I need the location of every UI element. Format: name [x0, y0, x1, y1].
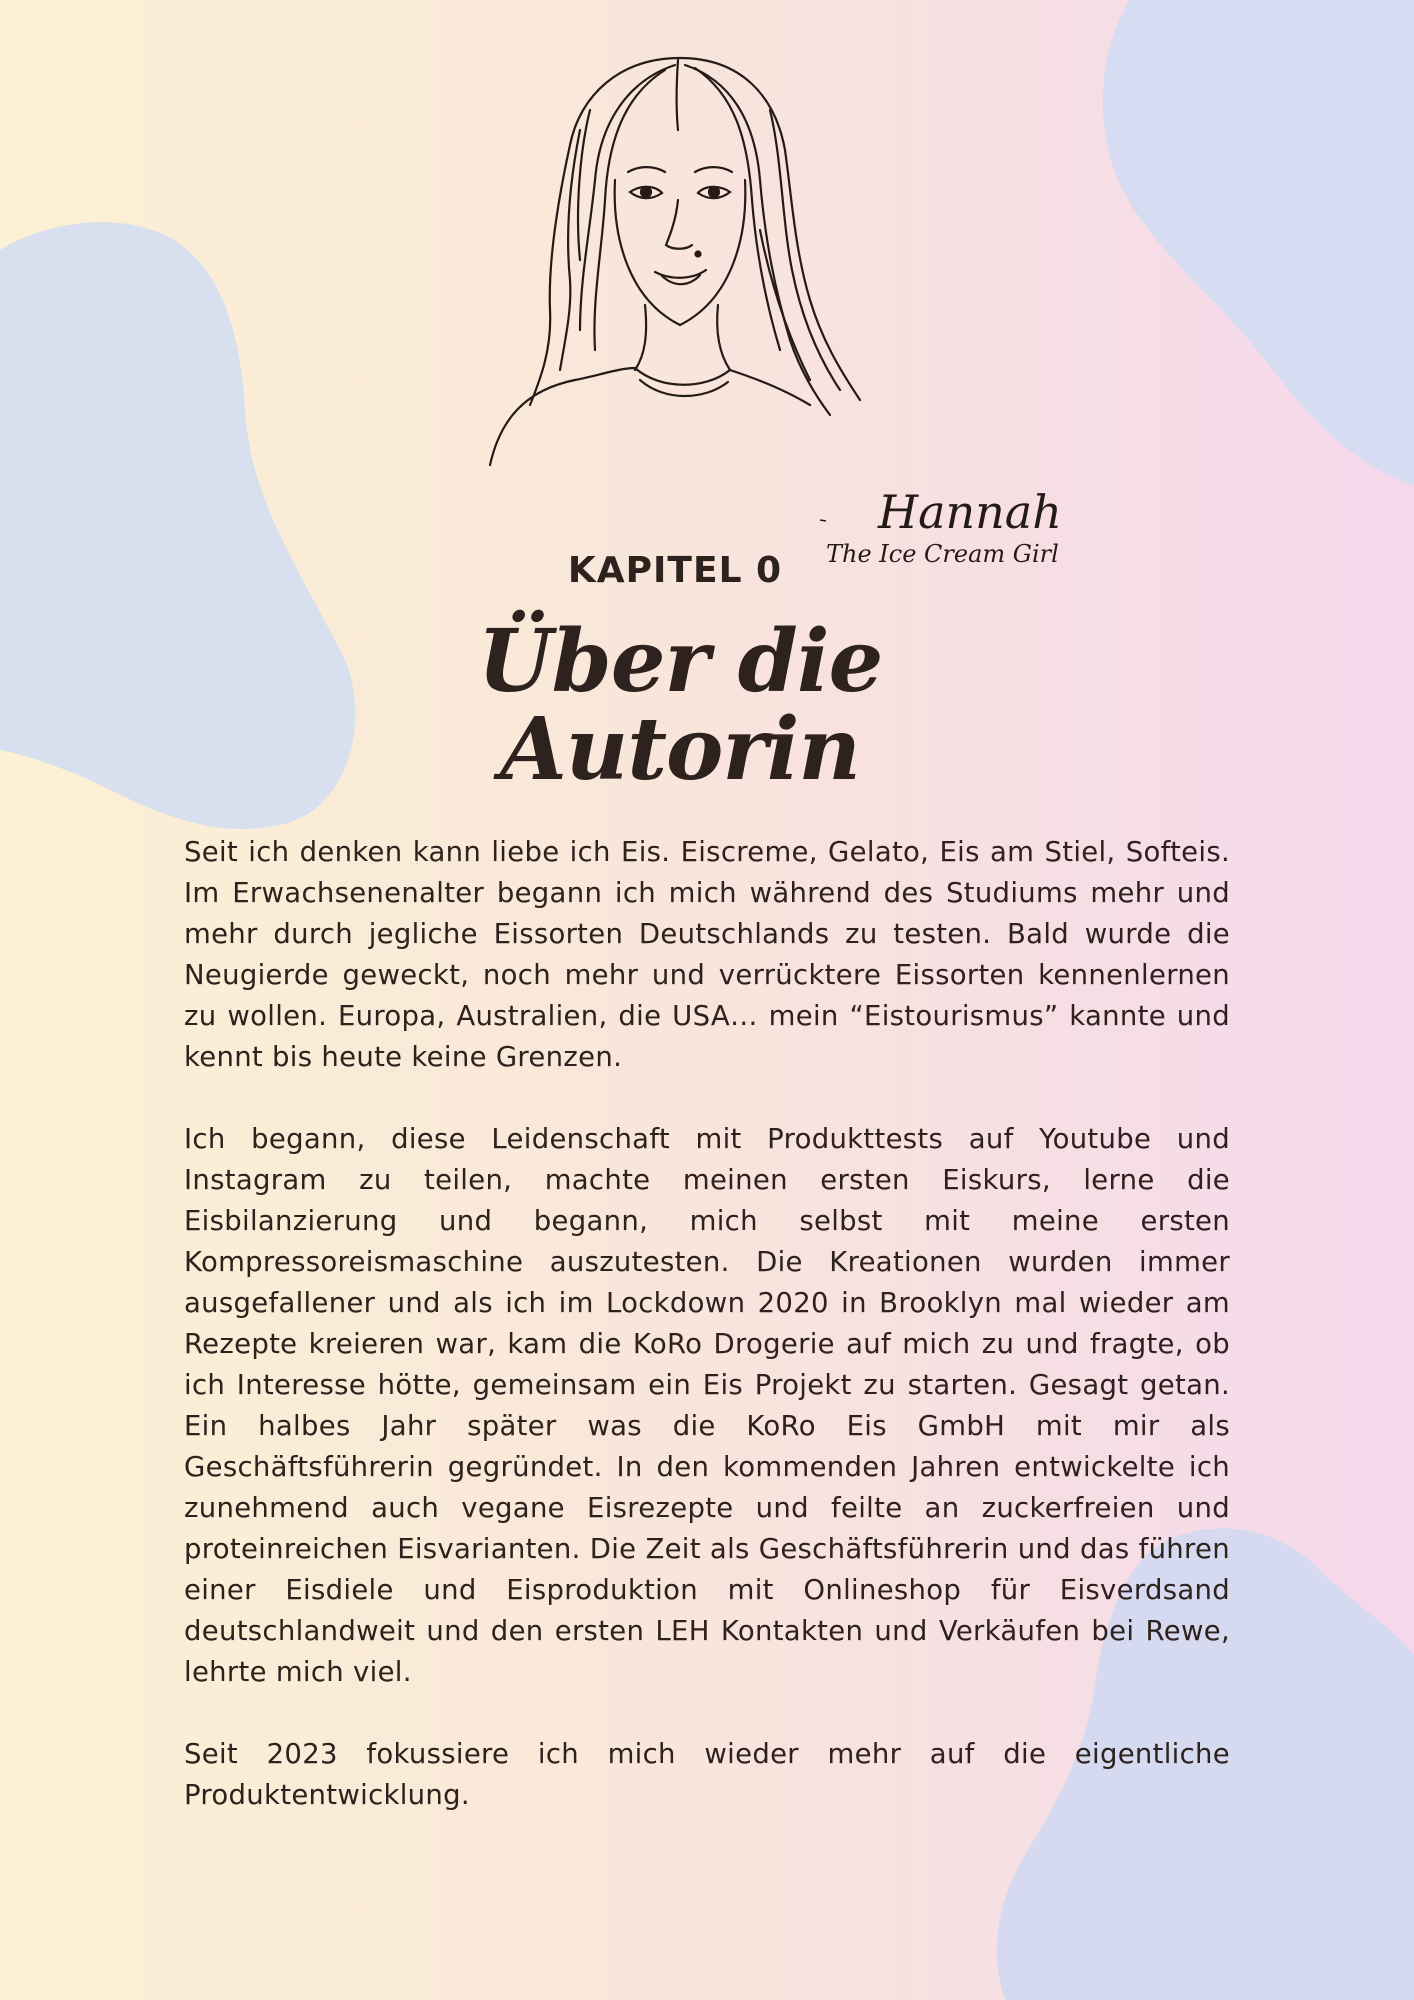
page-title-line-1: Über die — [477, 611, 883, 712]
signature-tagline: The Ice Cream Girl — [826, 540, 1059, 568]
background-blob-top-right — [1100, 0, 1414, 490]
page-title-line-2: Autorin — [500, 699, 860, 800]
signature-name: Hannah — [878, 485, 1062, 539]
paragraph-2: Ich begann, diese Leidenschaft mit Produkttests auf Youtube und Instagram zu teilen, machte meinen ersten Eiskurs, lerne die Eisbilanzierung und begann, mich selbst mit meine ersten Kompressoreismaschine auszutesten. Die Kreationen wurden immer ausgefallener und als ich im Lockdown 2020 in Brooklyn mal wieder am Rezepte kreieren war, kam die KoRo Drogerie auf mich zu und fragte, ob ich Interesse hötte, gemeinsam ein Eis Projekt zu starten. Gesagt getan. Ein halbes Jahr später was die KoRo Eis GmbH mit mir als Geschäftsführerin gegründet. In den kommenden Jahren entwickelte ich zunehmend auch vegane Eisrezepte und feilte an zuckerfreien und proteinreichen Eisvarianten. Die Zeit als Geschäftsführerin und das führen einer Eisdiele und Eisproduktion mit Onlineshop für Eisverdsand deutschlandweit und den ersten LEH Kontakten und Verkäufen bei Rewe, lehrte mich viel. — [184, 1123, 1230, 1688]
chapter-label: KAPITEL 0 — [567, 550, 783, 591]
author-portrait-illustration — [430, 50, 930, 470]
body-text — [184, 832, 1230, 1857]
page-title — [300, 611, 1060, 800]
paragraph-1: Seit ich denken kann liebe ich Eis. Eiscreme, Gelato, Eis am Stiel, Softeis. Im Erwachsenenalter begann ich mich während des Studiums mehr und mehr durch jegliche Eissorten Deutschlands zu testen. Bald wurde die Neugierde geweckt, noch mehr und verrücktere Eissorten kennenlernen zu wollen. Europa, Australien, die USA… mein “Eistourismus” kannte und kennt bis heute keine Grenzen. — [184, 836, 1230, 1073]
paragraph-3: Seit 2023 fokussiere ich mich wieder mehr auf die eigentliche Produktentwicklung. — [184, 1738, 1230, 1811]
